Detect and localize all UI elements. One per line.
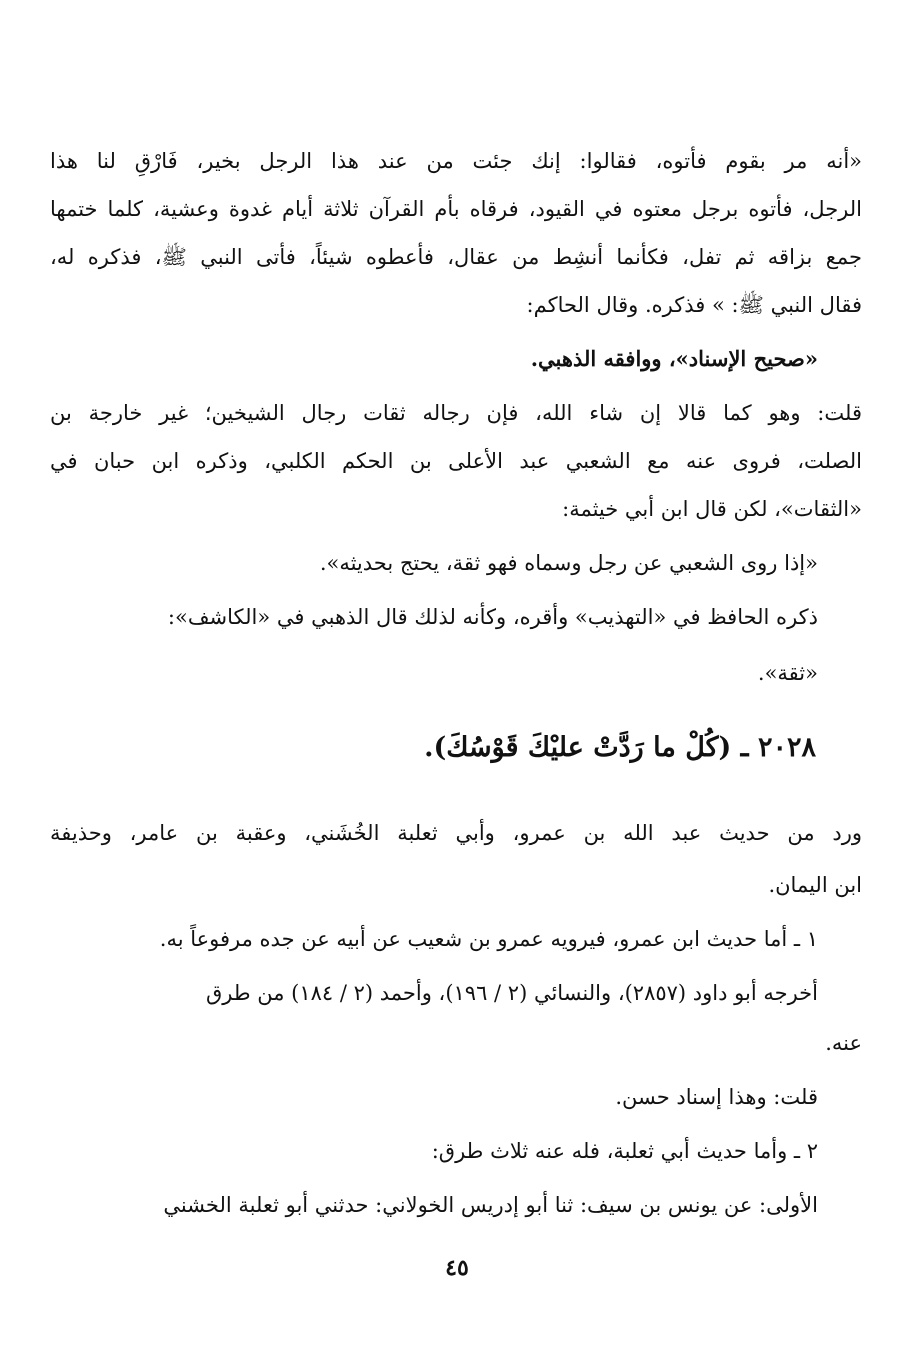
text-line: «إذا روى الشعبي عن رجل وسماه فهو ثقة، يحتج بحديثه». <box>319 551 818 575</box>
text-line: قلت: وهذا إسناد حسن. <box>615 1085 818 1109</box>
text-line: الرجل، فأتوه برجل معتوه في القيود، فرقاه بأم القرآن ثلاثة أيام غدوة وعشية، كلما ختمها <box>50 197 862 221</box>
text-line: ١ ـ أما حديث ابن عمرو، فيرويه عمرو بن شعيب عن أبيه عن جده مرفوعاً به. <box>159 927 818 951</box>
text-line: «الثقات»، لكن قال ابن أبي خيثمة: <box>562 497 862 521</box>
text-line: «ثقة». <box>757 661 818 685</box>
text-line: ورد من حديث عبد الله بن عمرو، وأبي ثعلبة الخُشَني، وعقبة بن عامر، وحذيفة <box>50 821 862 845</box>
text-line: الأولى: عن يونس بن سيف: ثنا أبو إدريس الخولاني: حدثني أبو ثعلبة الخشني <box>163 1193 818 1217</box>
text-line: ٢ ـ وأما حديث أبي ثعلبة، فله عنه ثلاث طرق: <box>431 1139 818 1163</box>
text-line: «أنه مر بقوم فأتوه، فقالوا: إنك جئت من عند هذا الرجل بخير، فَارْقِ لنا هذا <box>50 149 862 173</box>
text-line: الصلت، فروى عنه مع الشعبي عبد الأعلى بن الحكم الكلبي، وذكره ابن حبان في <box>50 449 862 473</box>
hadith-heading: ٢٠٢٨ ـ (كُلْ ما رَدَّتْ عليْكَ قَوْسُكَ). <box>424 732 816 763</box>
text-line: ذكره الحافظ في «التهذيب» وأقره، وكأنه لذلك قال الذهبي في «الكاشف»: <box>167 605 818 629</box>
page-number: ٤٥ <box>445 1255 469 1281</box>
text-line: قلت: وهو كما قالا إن شاء الله، فإن رجاله ثقات رجال الشيخين؛ غير خارجة بن <box>50 401 862 425</box>
text-line: جمع بزاقه ثم تفل، فكأنما أنشِط من عقال، فأعطوه شيئاً، فأتى النبي ﷺ، فذكره له، <box>50 245 862 269</box>
text-line: ابن اليمان. <box>768 873 862 897</box>
text-line: عنه. <box>825 1031 862 1055</box>
text-line: أخرجه أبو داود (٢٨٥٧)، والنسائي (٢ / ١٩٦)، وأحمد (٢ / ١٨٤) من طرق <box>205 981 818 1005</box>
text-line: «صحيح الإسناد»، ووافقه الذهبي. <box>530 346 818 371</box>
text-line: فقال النبي ﷺ: » فذكره. وقال الحاكم: <box>526 293 862 317</box>
